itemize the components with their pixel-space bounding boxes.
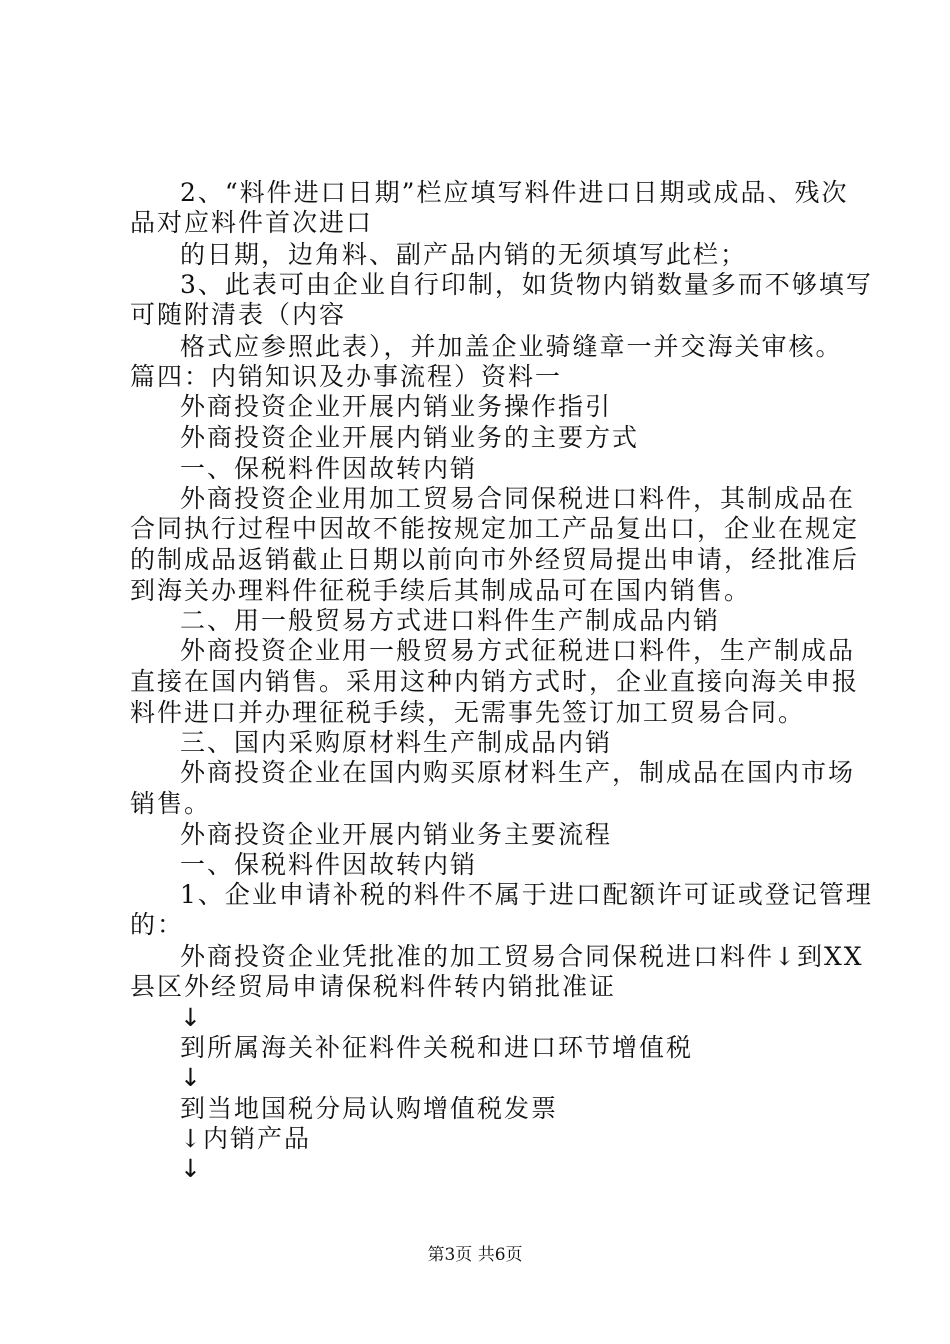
subheading: 外商投资企业开展内销业务操作指引 [180, 392, 613, 421]
text-line: 外商投资企业在国内购买原材料生产，制成品在国内市场 [180, 758, 856, 787]
text-line: 直接在国内销售。采用这种内销方式时，企业直接向海关申报 [130, 667, 860, 696]
section-heading: 篇四：内销知识及办事流程）资料一 [130, 362, 563, 391]
text-line: 到海关办理料件征税手续后其制成品可在国内销售。 [130, 576, 752, 605]
text-line: 2、“料件进口日期”栏应填写料件进口日期或成品、残次 [180, 178, 849, 207]
text-line: 1、企业申请补税的料件不属于进口配额许可证或登记管理 [180, 880, 873, 909]
text-line: 到所属海关补征料件关税和进口环节增值税 [180, 1033, 694, 1062]
subheading: 三、国内采购原材料生产制成品内销 [180, 728, 613, 757]
text-line: 外商投资企业凭批准的加工贸易合同保税进口料件↓到XX [180, 942, 864, 971]
text-line: 到当地国税分局认购增值税发票 [180, 1094, 559, 1123]
text-line: 外商投资企业用一般贸易方式征税进口料件，生产制成品 [180, 636, 856, 665]
down-arrow-icon: ↓ [180, 1003, 201, 1032]
down-arrow-icon: ↓ [180, 1154, 201, 1183]
down-arrow-icon: ↓ [180, 1063, 201, 1092]
page-footer: 第3页 共6页 [427, 1245, 523, 1265]
text-line: 销售。 [130, 789, 212, 818]
text-line: 品对应料件首次进口 [130, 208, 374, 237]
text-line: 格式应参照此表），并加盖企业骑缝章一并交海关审核。 [180, 332, 843, 361]
text-line: 县区外经贸局申请保税料件转内销批准证 [130, 972, 617, 1001]
text-line: 的： [130, 910, 185, 939]
subheading: 一、保税料件因故转内销 [180, 850, 478, 879]
subheading: 二、用一般贸易方式进口料件生产制成品内销 [180, 606, 721, 635]
text-line: 的日期，边角料、副产品内销的无须填写此栏； [180, 240, 748, 269]
text-line: 的制成品返销截止日期以前向市外经贸局提出申请，经批准后 [130, 545, 860, 574]
text-line: 3、此表可由企业自行印制，如货物内销数量多而不够填写 [180, 270, 873, 299]
text-line: 合同执行过程中因故不能按规定加工产品复出口，企业在规定 [130, 514, 860, 543]
subheading: 外商投资企业开展内销业务的主要方式 [180, 423, 640, 452]
text-line: 可随附清表（内容 [130, 300, 347, 329]
text-line: 料件进口并办理征税手续，无需事先签订加工贸易合同。 [130, 698, 806, 727]
subheading: 外商投资企业开展内销业务主要流程 [180, 820, 613, 849]
subheading: 一、保税料件因故转内销 [180, 454, 478, 483]
text-line: 外商投资企业用加工贸易合同保税进口料件，其制成品在 [180, 484, 856, 513]
text-line: ↓内销产品 [180, 1124, 311, 1153]
